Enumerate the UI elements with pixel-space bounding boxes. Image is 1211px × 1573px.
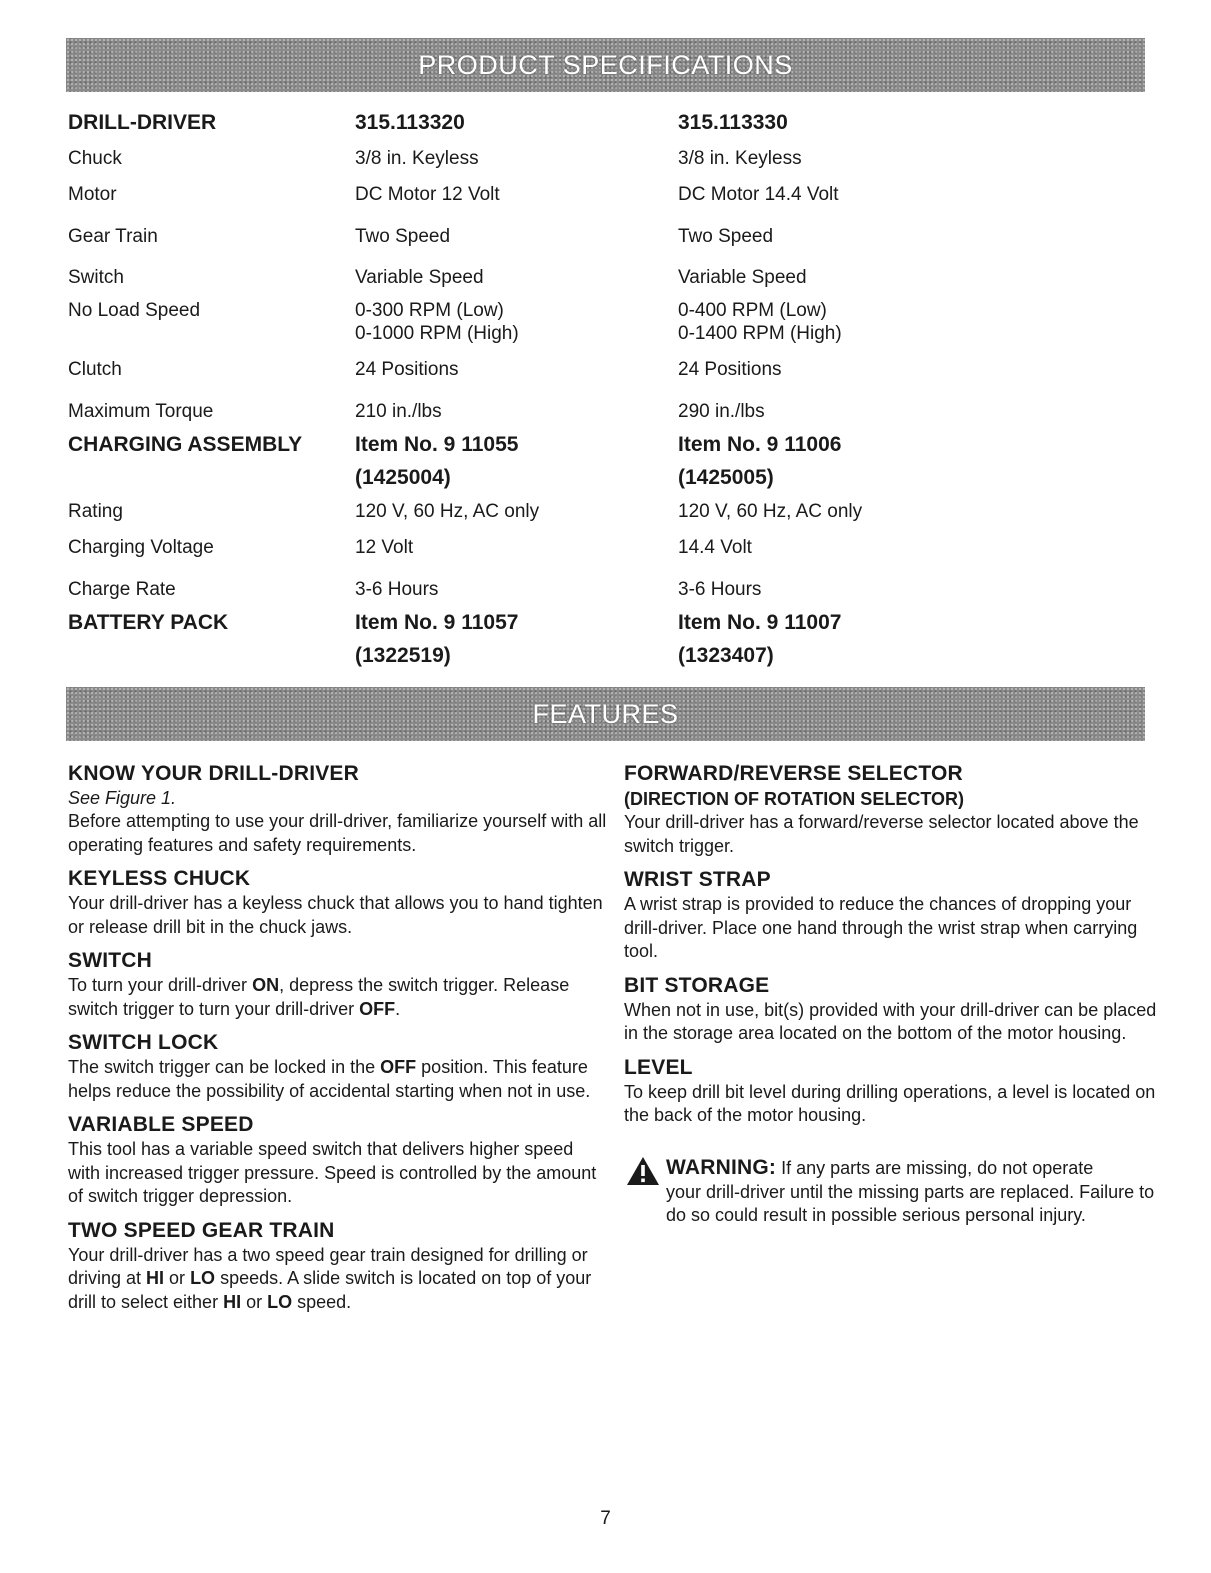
- spec-value-113330: Variable Speed: [678, 267, 807, 288]
- features-banner-title: FEATURES: [532, 698, 679, 729]
- section-text: A wrist strap is provided to reduce the chances of dropping your drill-driver. Place one hand through the wrist strap when carrying tool.: [624, 894, 1138, 961]
- page-number: 7: [600, 1508, 611, 1529]
- section-level: [624, 1054, 1164, 1128]
- spec-value-113330: Item No. 9 11006 (1425005): [678, 433, 842, 489]
- spec-value-113320: 12 Volt: [355, 537, 414, 558]
- section-title: SWITCH LOCK: [68, 1031, 219, 1054]
- spec-label: Chuck: [68, 148, 122, 169]
- spec-value-113330: 315.113330: [678, 111, 788, 134]
- section-title: LEVEL: [624, 1055, 693, 1079]
- section-keyless-chuck: [68, 865, 608, 939]
- spec-label: Gear Train: [68, 226, 158, 247]
- section-text: Before attempting to use your drill-driver, familiarize yourself with all operating features and safety requirements.: [68, 811, 607, 855]
- spec-label: BATTERY PACK: [68, 611, 229, 634]
- features-right-column: [624, 760, 1164, 1228]
- section-text: Your drill-driver has a forward/reverse selector located above the switch trigger.: [624, 812, 1139, 856]
- spec-label: DRILL-DRIVER: [68, 111, 217, 134]
- spec-value-113330: Item No. 9 11007 (1323407): [678, 611, 842, 667]
- section-title: KNOW YOUR DRILL-DRIVER: [68, 762, 360, 785]
- spec-value-113320: 3/8 in. Keyless: [355, 148, 479, 169]
- features-left-column: [68, 760, 608, 1322]
- spec-label: No Load Speed: [68, 300, 201, 321]
- spec-value-113330: 24 Positions: [678, 359, 782, 380]
- specs-banner-title: PRODUCT SPECIFICATIONS: [418, 49, 793, 80]
- spec-value-113320: 3-6 Hours: [355, 579, 439, 600]
- spec-label: Clutch: [68, 359, 122, 380]
- section-wrist-strap: [624, 866, 1164, 964]
- figure-reference: See Figure 1.: [68, 788, 177, 808]
- section-variable-speed: [68, 1111, 608, 1209]
- section-forward-reverse: [624, 760, 1164, 858]
- section-two-speed-gear-train: [68, 1217, 608, 1315]
- spec-value-113320: Variable Speed: [355, 267, 484, 288]
- spec-label: Switch: [68, 267, 124, 288]
- spec-value-113320: 24 Positions: [355, 359, 459, 380]
- spec-value-113320: 315.113320: [355, 111, 465, 134]
- section-title: FORWARD/REVERSE SELECTOR: [624, 762, 963, 785]
- spec-value-113320: DC Motor 12 Volt: [355, 184, 500, 205]
- section-text: The switch trigger can be locked in the OFF position. This feature helps reduce the possibility of accidental starting when not in use.: [68, 1057, 591, 1101]
- warning-box: [624, 1154, 1164, 1228]
- warning-triangle-icon: [626, 1156, 660, 1186]
- spec-value-113330: 120 V, 60 Hz, AC only: [678, 501, 863, 522]
- section-title: VARIABLE SPEED: [68, 1113, 254, 1136]
- warning-title: WARNING:: [666, 1155, 777, 1179]
- spec-value-113320: Two Speed: [355, 226, 451, 247]
- section-text: To keep drill bit level during drilling operations, a level is located on the back of the motor housing.: [624, 1081, 1156, 1125]
- spec-label: Charge Rate: [68, 579, 176, 600]
- section-bit-storage: [624, 972, 1164, 1046]
- spec-value-113320: Item No. 9 11057 (1322519): [355, 611, 519, 667]
- section-text: This tool has a variable speed switch that delivers higher speed with increased trigger pressure. Speed is controlled by the amount of switch trigger depression.: [68, 1139, 597, 1206]
- spec-value-113330: DC Motor 14.4 Volt: [678, 184, 839, 205]
- spec-label: CHARGING ASSEMBLY: [68, 433, 303, 456]
- features-banner: [66, 687, 1145, 741]
- spec-label: Charging Voltage: [68, 537, 214, 558]
- spec-value-113320: Item No. 9 11055 (1425004): [355, 433, 519, 489]
- section-text: When not in use, bit(s) provided with your drill-driver can be placed in the storage area located on the bottom of the motor housing.: [624, 999, 1157, 1043]
- section-title: SWITCH: [68, 949, 153, 972]
- section-title: TWO SPEED GEAR TRAIN: [68, 1218, 335, 1242]
- section-title: KEYLESS CHUCK: [68, 867, 251, 890]
- spec-value-113330: Two Speed: [678, 226, 774, 247]
- spec-label: Maximum Torque: [68, 401, 214, 422]
- spec-value-113320: 120 V, 60 Hz, AC only: [355, 501, 540, 522]
- section-switch: [68, 947, 608, 1021]
- spec-label: Motor: [68, 184, 117, 205]
- section-title: BIT STORAGE: [624, 973, 770, 997]
- section-subtitle: (DIRECTION OF ROTATION SELECTOR): [624, 789, 964, 809]
- section-switch-lock: [68, 1029, 608, 1103]
- section-title: WRIST STRAP: [624, 868, 771, 891]
- warning-lead: WARNING: If any parts are missing, do not operate: [666, 1155, 1094, 1179]
- spec-value-113320: 0-300 RPM (Low) 0-1000 RPM (High): [355, 300, 519, 344]
- spec-value-113330: 290 in./lbs: [678, 401, 765, 422]
- section-text: To turn your drill-driver ON, depress the switch trigger. Release switch trigger to turn your drill-driver OFF.: [68, 975, 570, 1019]
- section-text: Your drill-driver has a two speed gear train designed for drilling or driving at HI or LO speeds. A slide switch is located on top of your drill to select either HI or LO speed.: [68, 1244, 592, 1312]
- spec-value-113330: 3-6 Hours: [678, 579, 762, 600]
- section-know-your-drill: [68, 760, 608, 857]
- specs-banner: [66, 38, 1145, 92]
- spec-value-113330: 14.4 Volt: [678, 537, 752, 558]
- warning-text: your drill-driver until the missing parts are replaced. Failure to do so could result in possible serious personal injury.: [666, 1181, 1155, 1225]
- spec-value-113320: 210 in./lbs: [355, 401, 442, 422]
- section-text: Your drill-driver has a keyless chuck that allows you to hand tighten or release drill bit in the chuck jaws.: [68, 893, 603, 937]
- spec-label: Rating: [68, 501, 123, 522]
- spec-value-113330: 3/8 in. Keyless: [678, 148, 802, 169]
- spec-value-113330: 0-400 RPM (Low) 0-1400 RPM (High): [678, 300, 842, 344]
